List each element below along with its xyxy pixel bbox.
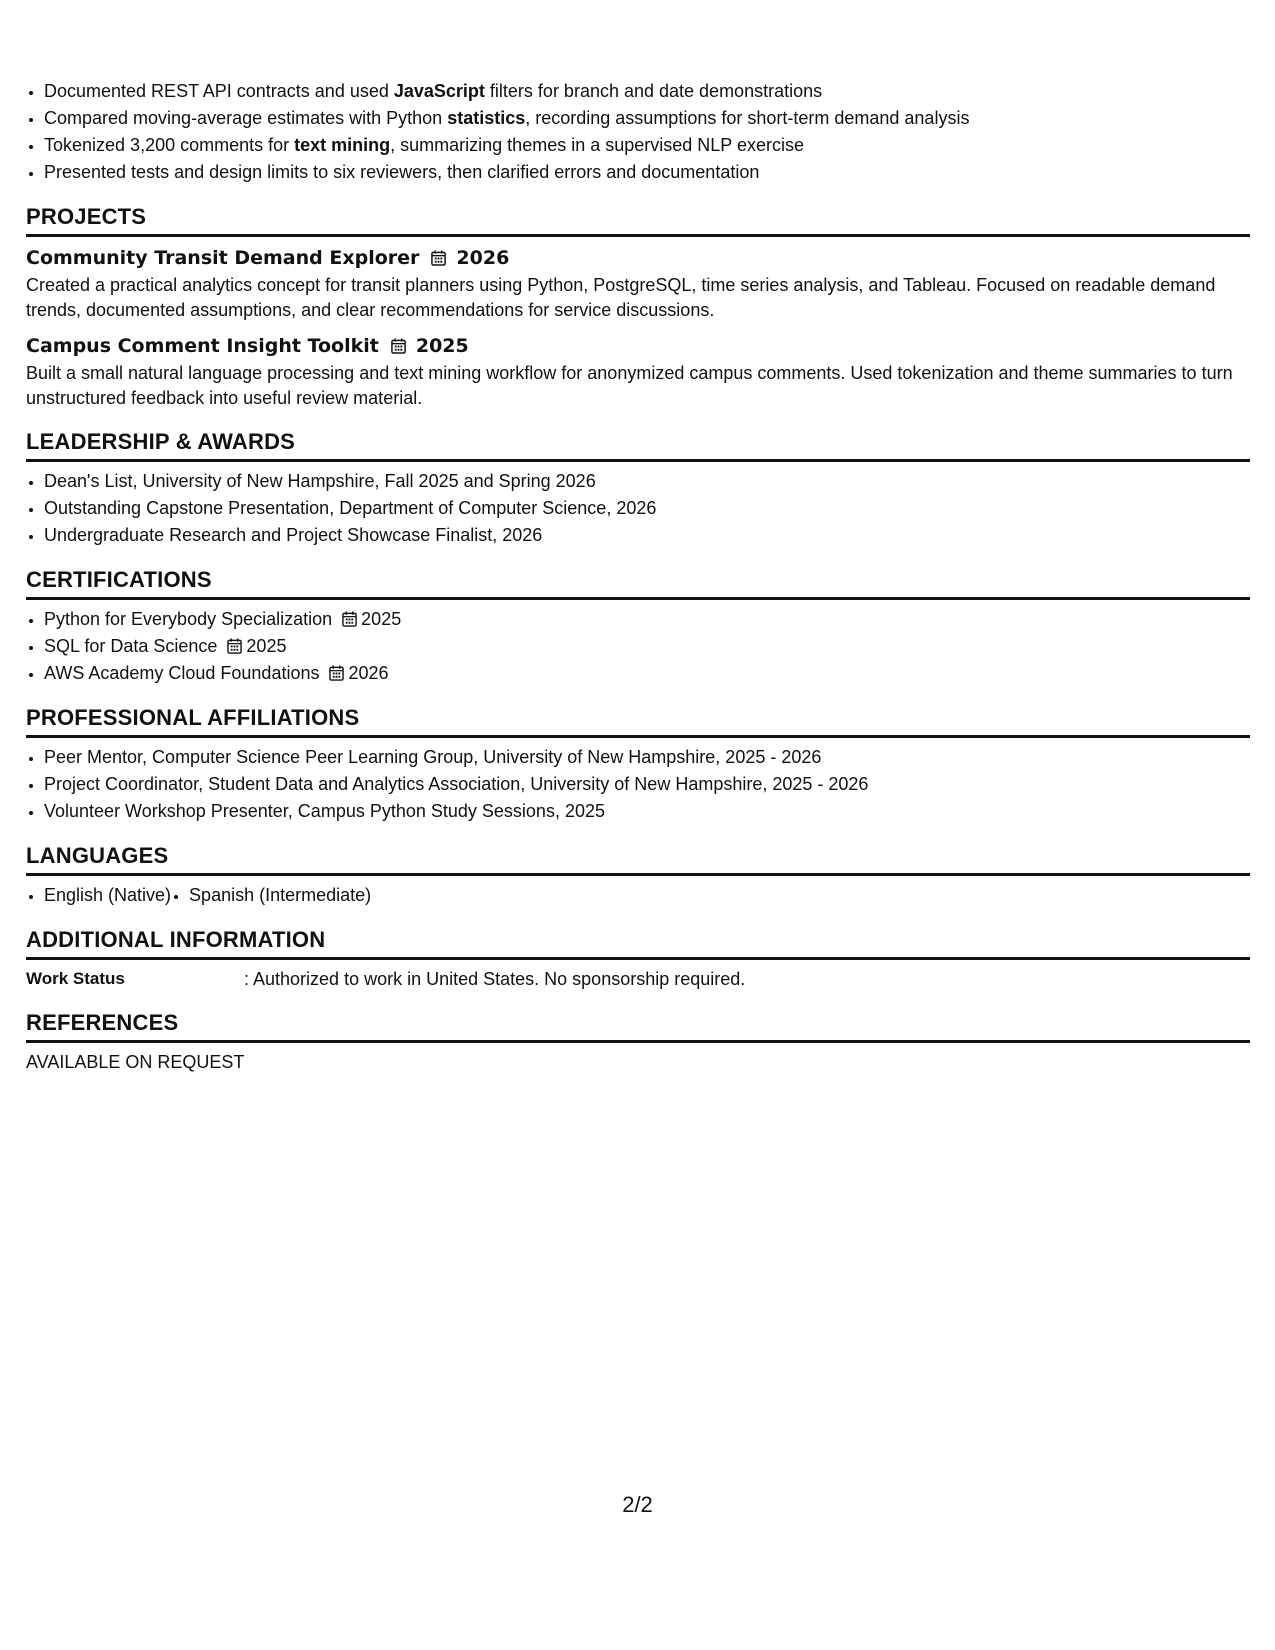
project-description: Built a small natural language processing and text mining workflow for anonymized campus comments. Used tokenization and theme summaries to turn unstructured feedback into useful review material.	[26, 363, 1233, 408]
languages-section	[26, 843, 1250, 909]
list-item: • Undergraduate Research and Project Showcase Finalist, 2026	[44, 522, 1250, 549]
leadership-section	[26, 429, 1250, 549]
references-section	[26, 1010, 1250, 1075]
list-item	[44, 633, 1250, 660]
work-status-value: : Authorized to work in United States. No sponsorship required.	[244, 969, 746, 989]
calendar-icon	[391, 338, 406, 354]
list-item: • Tokenized 3,200 comments for text mining, summarizing themes in a supervised NLP exercise	[44, 132, 1250, 159]
page-number: 2/2	[622, 1492, 653, 1517]
list-item: • Peer Mentor, Computer Science Peer Learning Group, University of New Hampshire, 2025 - 2026	[44, 744, 1250, 771]
project-name: Campus Comment Insight Toolkit	[26, 335, 379, 357]
resume-page-2	[26, 78, 1250, 1075]
certification-year: 2025	[361, 609, 402, 629]
calendar-icon	[431, 250, 446, 266]
additional-info-section	[26, 927, 1250, 992]
list-item: • Volunteer Workshop Presenter, Campus Python Study Sessions, 2025	[44, 798, 1250, 825]
project-item	[26, 243, 1250, 323]
list-item: • Project Coordinator, Student Data and Analytics Association, University of New Hampshire, 2025 - 2026	[44, 771, 1250, 798]
list-item: • Documented REST API contracts and used JavaScript filters for branch and date demonstrations	[44, 78, 1250, 105]
list-item: • Spanish (Intermediate)	[189, 882, 371, 909]
list-item	[44, 606, 1250, 633]
section-title-leadership: LEADERSHIP & AWARDS	[26, 429, 1250, 462]
experience-bullets	[26, 78, 1250, 186]
list-item: • Dean's List, University of New Hampshire, Fall 2025 and Spring 2026	[44, 468, 1250, 495]
work-status-label: Work Status	[26, 969, 125, 988]
affiliations-section	[26, 705, 1250, 825]
calendar-icon	[329, 665, 344, 681]
section-title-additional: ADDITIONAL INFORMATION	[26, 927, 1250, 960]
calendar-icon	[342, 611, 357, 627]
references-text: AVAILABLE ON REQUEST	[26, 1052, 245, 1072]
list-item: • Outstanding Capstone Presentation, Department of Computer Science, 2026	[44, 495, 1250, 522]
calendar-icon	[227, 638, 242, 654]
projects-section	[26, 204, 1250, 411]
project-description: Created a practical analytics concept for transit planners using Python, PostgreSQL, time series analysis, and Tableau. Focused on readable demand trends, documented assumptions, and clear recommendations for service discussions.	[26, 275, 1216, 320]
list-item: • Presented tests and design limits to six reviewers, then clarified errors and documentation	[44, 159, 1250, 186]
certifications-section	[26, 567, 1250, 687]
project-year: 2025	[415, 335, 469, 357]
list-item: • English (Native)	[44, 882, 171, 909]
certification-year: 2025	[246, 636, 287, 656]
certification-name: AWS Academy Cloud Foundations	[44, 663, 320, 683]
project-name: Community Transit Demand Explorer	[26, 247, 420, 269]
list-item	[44, 660, 1250, 687]
list-item: • Compared moving-average estimates with Python statistics, recording assumptions for short-term demand analysis	[44, 105, 1250, 132]
certification-name: SQL for Data Science	[44, 636, 218, 656]
section-title-projects: PROJECTS	[26, 204, 1250, 237]
certification-name: Python for Everybody Specialization	[44, 609, 333, 629]
certification-year: 2026	[348, 663, 389, 683]
section-title-languages: LANGUAGES	[26, 843, 1250, 876]
project-item	[26, 331, 1250, 411]
section-title-certifications: CERTIFICATIONS	[26, 567, 1250, 600]
section-title-references: REFERENCES	[26, 1010, 1250, 1043]
work-status-row	[26, 966, 1250, 992]
section-title-affiliations: PROFESSIONAL AFFILIATIONS	[26, 705, 1250, 738]
project-year: 2026	[456, 247, 510, 269]
